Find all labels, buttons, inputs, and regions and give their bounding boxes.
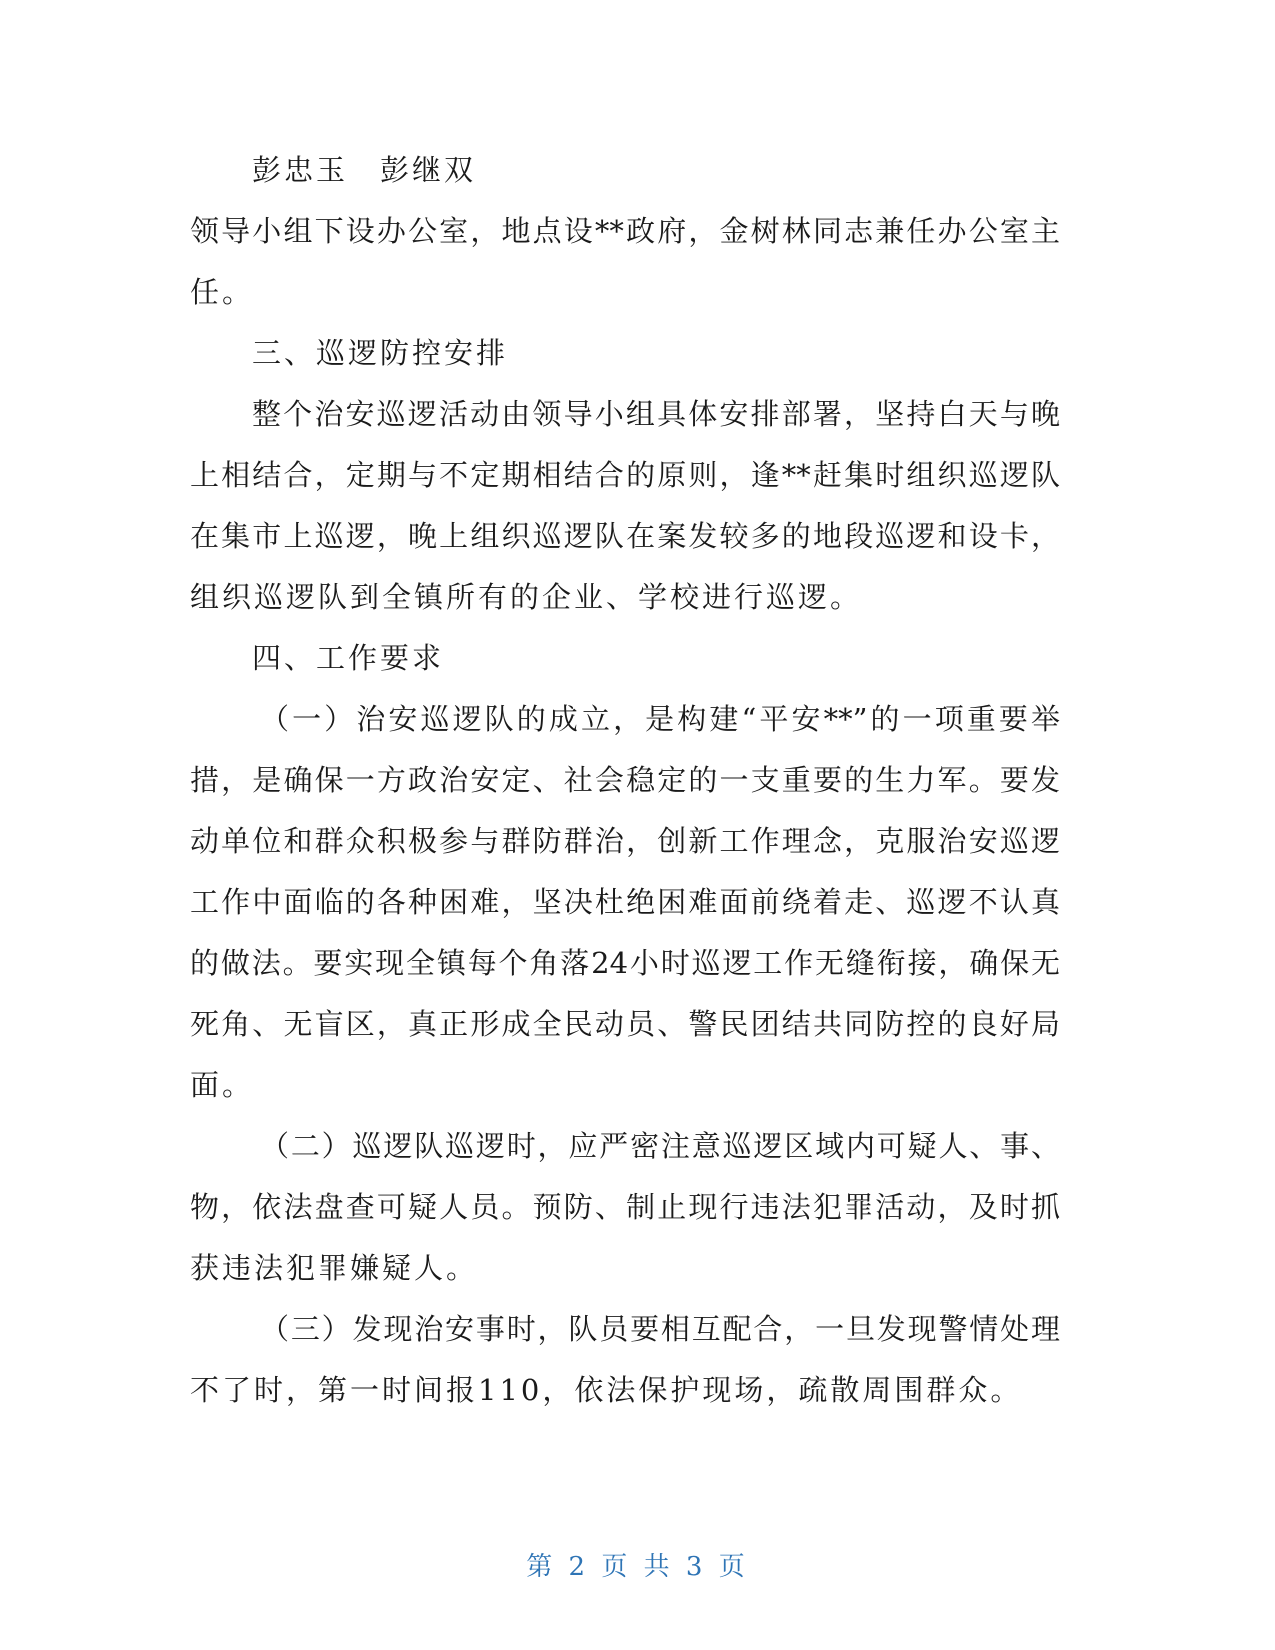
page-number-footer: 第 2 页 共 3 页	[526, 1552, 749, 1582]
member-name: 彭继双	[380, 153, 477, 187]
paragraph-line: （二）巡逻队巡逻时，应严密注意巡逻区域内可疑人、事、	[260, 1129, 1060, 1163]
section-heading-patrol-arrangement: 三、巡逻防控安排	[252, 336, 509, 370]
paragraph-line: 面。	[190, 1068, 255, 1102]
document-body	[190, 140, 1060, 1421]
member-names	[190, 140, 1060, 201]
office-text-line: 任。	[190, 275, 255, 309]
paragraph-line: （一）治安巡逻队的成立，是构建“平安**”的一项重要举	[260, 702, 1060, 736]
paragraph-line: 不了时，第一时间报110，依法保护现场，疏散周围群众。	[190, 1373, 1023, 1407]
member-name: 彭忠玉	[252, 153, 349, 187]
paragraph-line: 的做法。要实现全镇每个角落24小时巡逻工作无缝衔接，确保无	[190, 946, 1060, 980]
paragraph-line: （三）发现治安事时，队员要相互配合，一旦发现警情处理	[260, 1312, 1060, 1346]
paragraph-line: 物，依法盘查可疑人员。预防、制止现行违法犯罪活动，及时抓	[190, 1190, 1060, 1224]
paragraph-line: 死角、无盲区，真正形成全民动员、警民团结共同防控的良好局	[190, 1007, 1060, 1041]
paragraph-line: 措，是确保一方政治安定、社会稳定的一支重要的生力军。要发	[190, 763, 1060, 797]
paragraph-line: 组织巡逻队到全镇所有的企业、学校进行巡逻。	[190, 580, 863, 614]
office-text-line: 领导小组下设办公室，地点设**政府，金树林同志兼任办公室主	[190, 214, 1060, 248]
paragraph-line: 工作中面临的各种困难，坚决杜绝困难面前绕着走、巡逻不认真	[190, 885, 1060, 919]
paragraph-line: 整个治安巡逻活动由领导小组具体安排部署，坚持白天与晚	[252, 397, 1060, 431]
paragraph-line: 获违法犯罪嫌疑人。	[190, 1251, 479, 1285]
paragraph-line: 在集市上巡逻，晚上组织巡逻队在案发较多的地段巡逻和设卡，	[190, 519, 1060, 553]
section-heading-work-requirements: 四、工作要求	[252, 641, 445, 675]
paragraph-line: 动单位和群众积极参与群防群治，创新工作理念，克服治安巡逻	[190, 824, 1060, 858]
paragraph-line: 上相结合，定期与不定期相结合的原则，逢**赶集时组织巡逻队	[190, 458, 1060, 492]
